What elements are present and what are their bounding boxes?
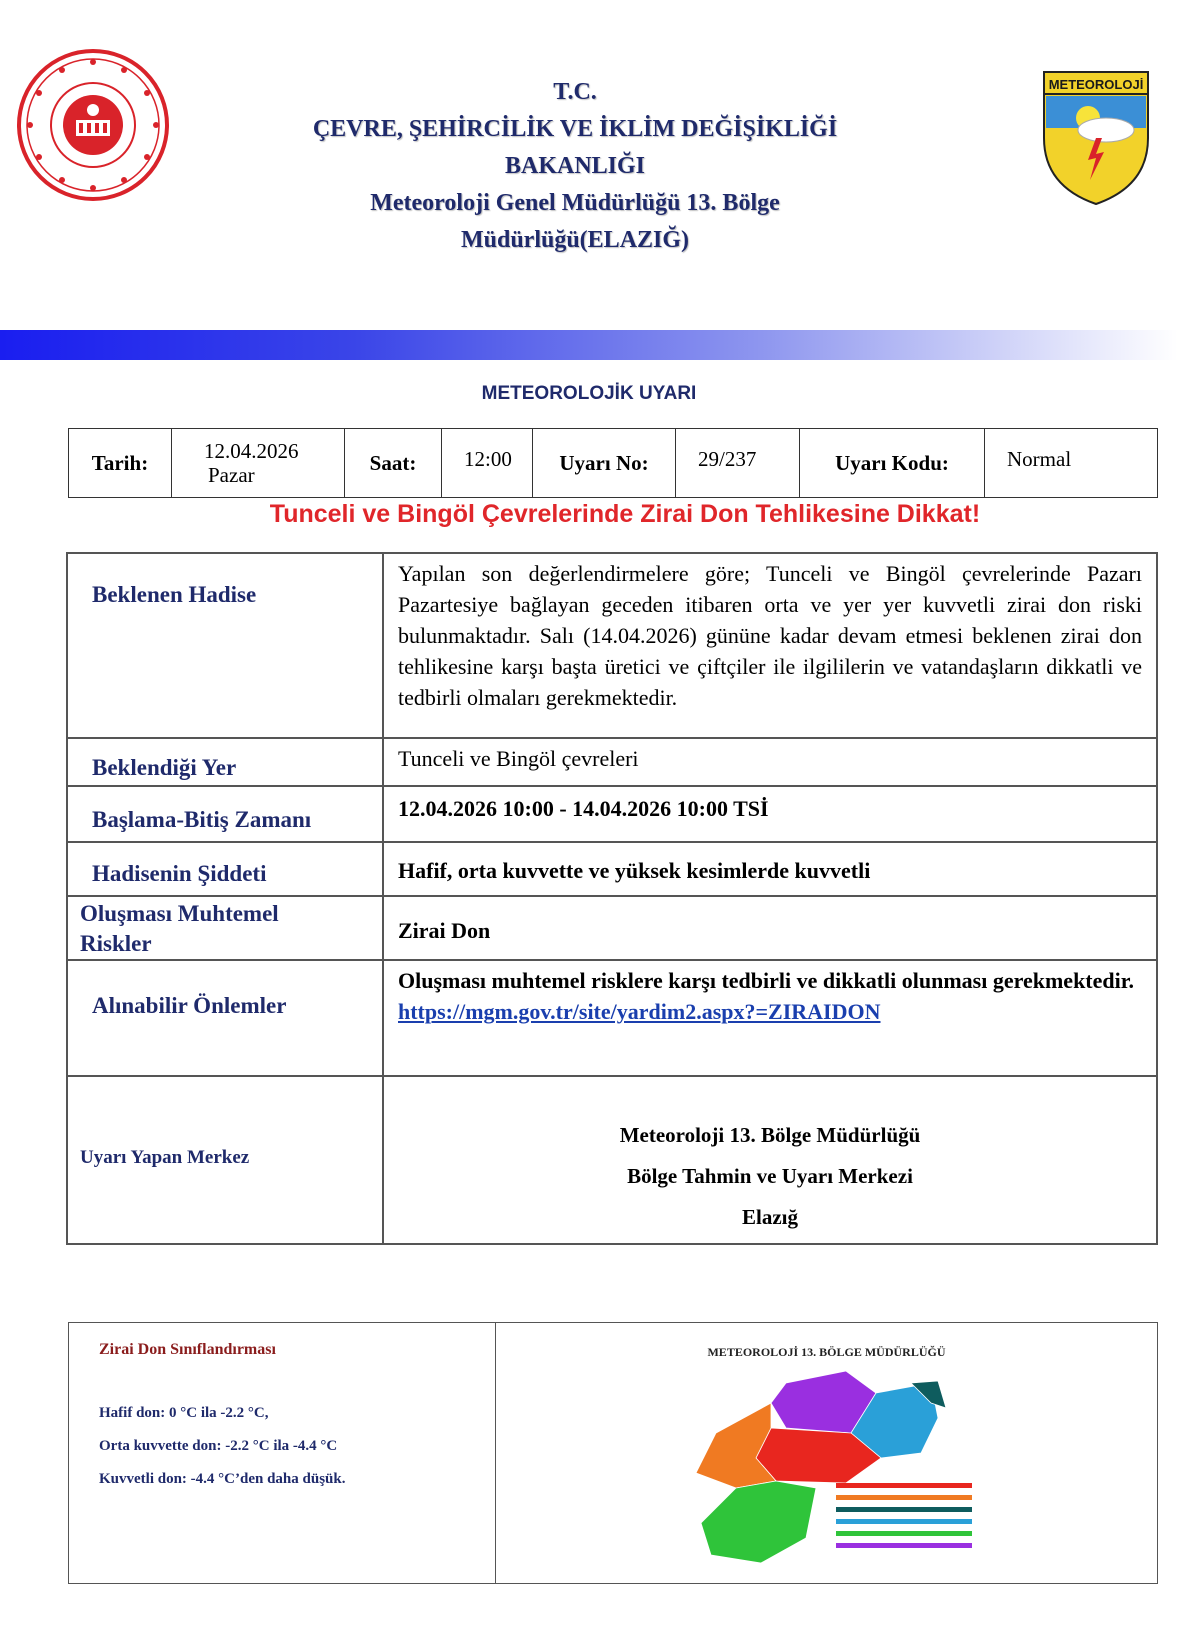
region-frost-map <box>676 1363 976 1573</box>
measures-label-cell <box>68 961 384 1075</box>
legend-bar-4 <box>836 1519 972 1524</box>
warning-number-label: Uyarı No: <box>533 429 676 497</box>
expected-place-label: Beklendiği Yer <box>92 755 237 780</box>
legend-bar-2 <box>836 1495 972 1500</box>
measures-value-cell <box>384 961 1156 1075</box>
issuing-center-value <box>384 1077 1156 1243</box>
start-end-time-label-cell <box>68 787 384 841</box>
day-value: Pazar <box>208 463 255 487</box>
date-cell <box>172 429 345 497</box>
frost-classification-title: Zirai Don Sınıflandırması <box>99 1341 276 1358</box>
issuing-center-line-1: Meteoroloji 13. Bölge Müdürlüğü <box>619 1123 921 1147</box>
expected-event-label: Beklenen Hadise <box>92 582 257 607</box>
warning-title: METEOROLOJİK UYARI <box>481 383 697 404</box>
legend-bar-1 <box>836 1483 972 1488</box>
legend-bar-3 <box>836 1507 972 1512</box>
date-label: Tarih: <box>69 429 172 497</box>
map-region-green <box>701 1481 816 1563</box>
start-end-time-label: Başlama-Bitiş Zamanı <box>92 807 312 832</box>
meteoroloji-shield-logo <box>1040 68 1152 208</box>
expected-place-label-cell <box>68 739 384 785</box>
issuing-center-row <box>68 1077 1156 1243</box>
header-line-5: Müdürlüğü(ELAZIĞ) <box>460 227 690 253</box>
region-map-title: METEOROLOJİ 13. BÖLGE MÜDÜRLÜĞÜ <box>707 1345 946 1359</box>
frost-moderate: Orta kuvvette don: -2.2 °C ila -4.4 °C <box>99 1438 338 1454</box>
possible-risks-row <box>68 897 1156 961</box>
possible-risks-value: Zirai Don <box>398 918 491 943</box>
severity-label: Hadisenin Şiddeti <box>92 861 267 886</box>
issuing-center-line-3: Elazığ <box>742 1205 798 1229</box>
expected-event-row <box>68 554 1156 739</box>
header-line-1: T.C. <box>553 79 597 105</box>
issuing-center-label-cell <box>68 1077 384 1243</box>
frost-light: Hafif don: 0 °C ila -2.2 °C, <box>99 1405 269 1421</box>
header-line-4: Meteoroloji Genel Müdürlüğü 13. Bölge <box>370 190 780 216</box>
warning-code-label: Uyarı Kodu: <box>800 429 985 497</box>
expected-place-value: Tunceli ve Bingöl çevreleri <box>398 746 639 771</box>
severity-value: Hafif, orta kuvvette ve yüksek kesimlerde kuvvetli <box>398 858 871 883</box>
severity-label-cell <box>68 843 384 895</box>
frost-classification-box <box>68 1322 1158 1584</box>
measures-row <box>68 961 1156 1077</box>
warning-info-table <box>68 428 1158 498</box>
possible-risks-label-line-2: Riskler <box>80 931 152 956</box>
legend-bar-5 <box>836 1531 972 1536</box>
header-gradient-bar <box>0 330 1178 360</box>
measures-label: Alınabilir Önlemler <box>92 993 287 1018</box>
legend-bar-6 <box>836 1543 972 1548</box>
possible-risks-label-line-1: Oluşması Muhtemel <box>80 901 279 926</box>
warning-number-value: 29/237 <box>676 429 800 497</box>
warning-code-value: Normal <box>1007 447 1072 471</box>
expected-event-label-cell <box>68 554 384 737</box>
header-line-2: ÇEVRE, ŞEHİRCİLİK VE İKLİM DEĞİŞİKLİĞİ <box>312 116 838 142</box>
header-line-3: BAKANLIĞI <box>504 153 646 179</box>
frost-classification-text <box>69 1323 496 1583</box>
zirai-don-help-link[interactable]: https://mgm.gov.tr/site/yardim2.aspx?=ZIRAIDON <box>398 999 881 1024</box>
region-map-panel <box>496 1323 1157 1583</box>
possible-risks-label-cell <box>68 897 384 959</box>
frost-strong: Kuvvetli don: -4.4 °C’den daha düşük. <box>99 1471 346 1487</box>
start-end-time-row <box>68 787 1156 843</box>
ministry-header <box>250 74 900 259</box>
expected-event-value: Yapılan son değerlendirmelere göre; Tunceli ve Bingöl çevrelerinde Pazarı Pazartesiye bağlayan geceden itibaren orta ve yer yer kuvvetli zirai don riski bulunmaktadır. Salı (14.04.2026) gününe kadar devam etmesi beklenen zirai don tehlikesine karşı başta üretici ve çiftçiler ile ilgililerin ve vatandaşların dikkatli ve tedbirli olmaları gerekmektedir. <box>398 561 1142 710</box>
date-value: 12.04.2026 <box>204 439 299 463</box>
time-label: Saat: <box>345 429 442 497</box>
time-value: 12:00 <box>442 429 533 497</box>
meteoroloji-logo-text: METEOROLOJİ <box>1048 77 1144 92</box>
warning-details-table <box>66 552 1158 1245</box>
expected-place-row <box>68 739 1156 787</box>
warning-headline: Tunceli ve Bingöl Çevrelerinde Zirai Don Tehlikesine Dikkat! <box>269 500 981 528</box>
start-end-time-value: 12.04.2026 10:00 - 14.04.2026 10:00 TSİ <box>398 796 769 821</box>
issuing-center-line-2: Bölge Tahmin ve Uyarı Merkezi <box>627 1164 913 1188</box>
issuing-center-label: Uyarı Yapan Merkez <box>80 1147 250 1168</box>
ministry-seal-logo <box>16 48 170 202</box>
severity-row <box>68 843 1156 897</box>
measures-value: Oluşması muhtemel risklere karşı tedbirli ve dikkatli olunması gerekmektedir. <box>398 968 1134 993</box>
